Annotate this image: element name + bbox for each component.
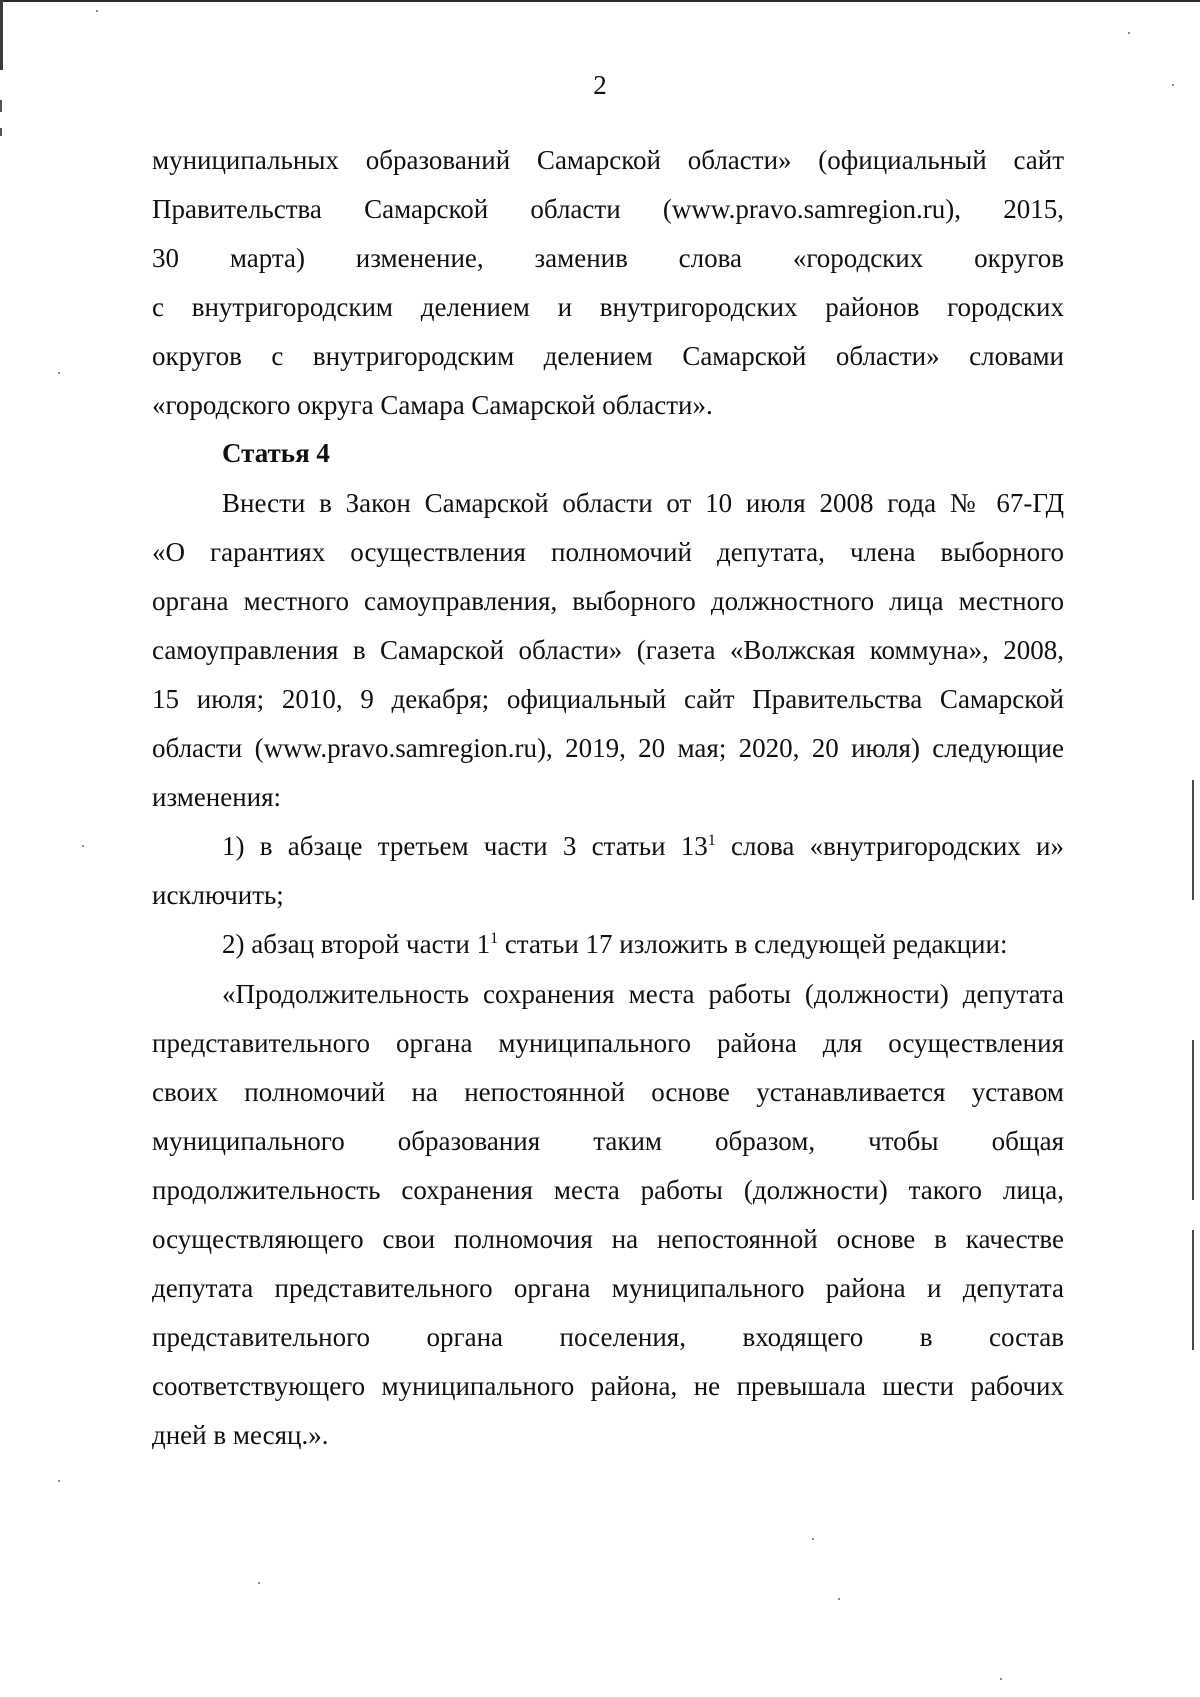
scan-speck bbox=[96, 10, 98, 12]
scan-speck bbox=[1000, 1678, 1002, 1680]
article-intro-paragraph bbox=[152, 479, 1064, 822]
scan-mark bbox=[0, 128, 2, 136]
item-text: слова «внутригородских и» bbox=[715, 831, 1064, 861]
text-line: с внутригородским делением и внутригородских районов городских bbox=[152, 292, 1064, 322]
scan-speck bbox=[812, 1538, 814, 1540]
scan-edge-left bbox=[0, 0, 3, 70]
text-line: 15 июля; 2010, 9 декабря; официальный сайт Правительства Самарской bbox=[152, 684, 1064, 714]
text-line: исключить; bbox=[152, 880, 284, 910]
text-line: муниципальных образований Самарской области» (официальный сайт bbox=[152, 145, 1064, 175]
text-line: представительного органа муниципального района для осуществления bbox=[152, 1028, 1064, 1058]
text-line: муниципального образования таким образом, чтобы общая bbox=[152, 1126, 1064, 1156]
superscript: 1 bbox=[707, 832, 716, 849]
text-line: органа местного самоуправления, выборного должностного лица местного bbox=[152, 586, 1064, 616]
superscript: 1 bbox=[490, 930, 499, 947]
text-line: области (www.pravo.samregion.ru), 2019, 20 мая; 2020, 20 июля) следующие bbox=[152, 733, 1064, 763]
text-line: дней в месяц.». bbox=[152, 1420, 329, 1450]
text-line: самоуправления в Самарской области» (газета «Волжская коммуна», 2008, bbox=[152, 635, 1064, 665]
heading-text: Статья 4 bbox=[222, 438, 330, 468]
scan-speck bbox=[838, 1598, 840, 1600]
item-text: 2) абзац второй части 1 bbox=[222, 929, 491, 959]
text-line: Внести в Закон Самарской области от 10 июля 2008 года № 67-ГД bbox=[222, 488, 1064, 518]
item-text: статьи 17 изложить в следующей редакции: bbox=[498, 929, 1008, 959]
scan-speck bbox=[82, 845, 84, 847]
text-line: «городского округа Самара Самарской области». bbox=[152, 390, 713, 420]
scan-speck bbox=[58, 1480, 60, 1482]
text-line bbox=[152, 920, 1064, 969]
scan-speck bbox=[58, 372, 60, 374]
scan-edge-top bbox=[0, 0, 1200, 2]
page-number: 2 bbox=[593, 70, 607, 100]
list-item-2 bbox=[152, 920, 1064, 969]
text-line: продолжительность сохранения места работы (должности) такого лица, bbox=[152, 1175, 1064, 1205]
quoted-paragraph bbox=[152, 970, 1064, 1460]
text-line: депутата представительного органа муниципального района и депутата bbox=[152, 1273, 1064, 1303]
text-line: осуществляющего свои полномочия на непостоянной основе в качестве bbox=[152, 1224, 1064, 1254]
text-line: Правительства Самарской области (www.pravo.samregion.ru), 2015, bbox=[152, 194, 1064, 224]
text-line: своих полномочий на непостоянной основе устанавливается уставом bbox=[152, 1077, 1064, 1107]
scan-speck bbox=[258, 1582, 260, 1584]
scan-speck bbox=[1128, 32, 1130, 34]
text-line: соответствующего муниципального района, не превышала шести рабочих bbox=[152, 1371, 1064, 1401]
scan-edge-right bbox=[1192, 1040, 1194, 1200]
scan-mark bbox=[0, 100, 2, 112]
text-line: «Продолжительность сохранения места работы (должности) депутата bbox=[222, 979, 1064, 1009]
text-line: изменения: bbox=[152, 782, 282, 812]
text-line bbox=[152, 822, 1064, 871]
text-line: представительного органа поселения, входящего в состав bbox=[152, 1322, 1064, 1352]
continuation-paragraph bbox=[152, 136, 1064, 430]
item-text: 1) в абзаце третьем части 3 статьи 13 bbox=[222, 831, 708, 861]
scan-edge-right bbox=[1192, 1230, 1194, 1350]
article-heading bbox=[152, 429, 1064, 478]
list-item-1 bbox=[152, 822, 1064, 920]
text-line: округов с внутригородским делением Самарской области» словами bbox=[152, 341, 1064, 371]
scan-edge-right bbox=[1192, 780, 1194, 900]
text-line: 30 марта) изменение, заменив слова «городских округов bbox=[152, 243, 1064, 273]
text-line: «О гарантиях осуществления полномочий депутата, члена выборного bbox=[152, 537, 1064, 567]
